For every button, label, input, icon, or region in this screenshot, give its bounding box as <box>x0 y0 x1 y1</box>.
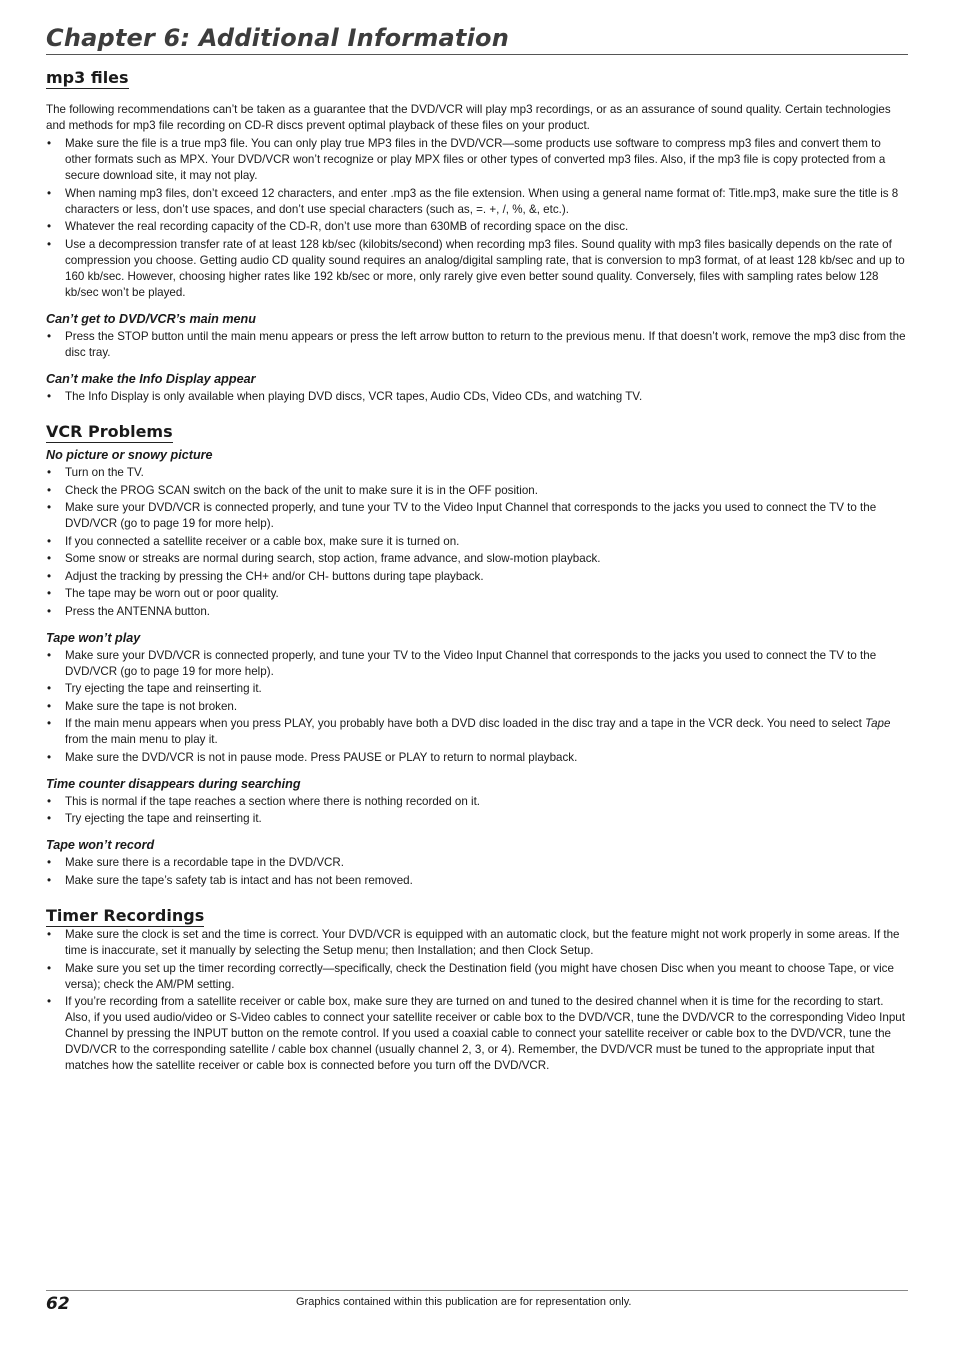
list-item: • Make sure your DVD/VCR is connected properly, and tune your TV to the Video Input Channel that corresponds to the jacks you used to connect the TV to the DVD/VCR (go to page 19 for more help). <box>46 648 908 680</box>
section-heading-mp3: mp3 files <box>46 68 129 87</box>
subheading-no-picture: No picture or snowy picture <box>46 448 213 462</box>
list-item: • When naming mp3 files, don’t exceed 12 characters, and enter .mp3 as the file extension. When using a general name format of: Title.mp3, make sure the title is 8 characters or less, don’t use spaces, and don’t use special characters (such as, =. +, /, %, &, etc.). <box>46 186 908 218</box>
section-heading-vcr: VCR Problems <box>46 422 173 441</box>
list-item: • Make sure you set up the timer recording correctly—specifically, check the Destination field (you might have chosen Disc when you meant to choose Tape, or vice versa); check the AM/PM setting. <box>46 961 908 993</box>
subheading-tape-wont-play: Tape won’t play <box>46 630 141 645</box>
list-item: • Try ejecting the tape and reinserting it. <box>46 811 908 827</box>
subheading-time-counter: Time counter disappears during searching <box>46 776 301 791</box>
list-item: • Some snow or streaks are normal during search, stop action, frame advance, and slow-motion playback. <box>46 551 908 567</box>
page-content <box>46 22 908 1076</box>
chapter-divider <box>46 54 908 55</box>
list-item: • The Info Display is only available when playing DVD discs, VCR tapes, Audio CDs, Video CDs, and watching TV. <box>46 389 908 405</box>
tape-menu-term: Tape <box>865 717 891 730</box>
list-item: • If you’re recording from a satellite receiver or cable box, make sure they are turned on and tuned to the desired channel when it is time for the recording to start. Also, if you used audio/video or S-Video cables to connect your satellite receiver or cable box to the DVD/VCR, tune the DVD/VCR to the corresponding Video Input Channel by pressing the INPUT button on the remote control. If you used a coaxial cable to connect your satellite receiver or cable box to the DVD/VCR, tune the DVD/VCR to the corresponding satellite / cable box channel (usually channel 2, 3, or 4). Remember, the DVD/VCR must be tuned to the appropriate input that matches how the satellite receiver or cable box is connected before you turn off the DVD/VCR. <box>46 994 908 1074</box>
list-item: • Make sure the tape is not broken. <box>46 699 908 715</box>
chapter-title: Chapter 6: Additional Information <box>46 24 509 52</box>
subheading-tape-wont-record: Tape won’t record <box>46 838 155 852</box>
mp3-list <box>46 136 908 301</box>
section-timer <box>46 906 908 1074</box>
subheading-info-display: Can’t make the Info Display appear <box>46 371 256 386</box>
list-item: • Make sure your DVD/VCR is connected properly, and tune your TV to the Video Input Channel that corresponds to the jacks you used to connect the TV to the DVD/VCR (go to page 19 for more help). <box>46 500 908 532</box>
mp3-intro: The following recommendations can’t be taken as a guarantee that the DVD/VCR will play mp3 recordings, or as an assurance of sound quality. Certain technologies and methods for mp3 file recording on CD-R discs prevent optimal playback of these files on your product. <box>46 103 891 132</box>
section-mp3 <box>46 68 908 405</box>
list-item: • This is normal if the tape reaches a section where there is nothing recorded on it. <box>46 794 908 810</box>
list-item: • Press the STOP button until the main menu appears or press the left arrow button to return to the previous menu. If that doesn’t work, remove the mp3 disc from the disc tray. <box>46 329 908 361</box>
list-item: • Turn on the TV. <box>46 465 908 481</box>
list-item: • If the main menu appears when you press PLAY, you probably have both a DVD disc loaded in the disc tray and a tape in the VCR deck. You need to select Tape from the main menu to play it. <box>46 716 908 748</box>
list-item: • Use a decompression transfer rate of at least 128 kb/sec (kilobits/second) when recording mp3 files. Sound quality with mp3 files basically depends on the rate of compression you choose. Getting audio CD quality sound requires an analog/digital sampling rate, that is conversion to mp3 format, of at least 128 kb/sec and up to 160 kb/sec. However, choosing higher rates like 192 kb/sec or more, only rarely give even better sound quality. Conversely, files with sampling rates below 128 kb/sec won’t be played. <box>46 237 908 301</box>
footer-note: Graphics contained within this publication are for representation only. <box>296 1296 632 1308</box>
list-item: • The tape may be worn out or poor quality. <box>46 586 908 602</box>
list-item: • Make sure the DVD/VCR is not in pause mode. Press PAUSE or PLAY to return to normal playback. <box>46 750 908 766</box>
list-item: • Make sure there is a recordable tape in the DVD/VCR. <box>46 855 908 871</box>
tape-wont-record-list <box>46 855 908 889</box>
page-number: 62 <box>46 1294 70 1314</box>
list-item: • If you connected a satellite receiver or a cable box, make sure it is turned on. <box>46 534 908 550</box>
list-item: • Make sure the tape’s safety tab is intact and has not been removed. <box>46 873 908 889</box>
info-display-list <box>46 389 908 405</box>
main-menu-list <box>46 329 908 361</box>
footer-divider <box>46 1290 908 1291</box>
list-item: • Adjust the tracking by pressing the CH+ and/or CH- buttons during tape playback. <box>46 569 908 585</box>
no-picture-list <box>46 465 908 620</box>
section-heading-timer: Timer Recordings <box>46 906 205 925</box>
timer-list <box>46 927 908 1074</box>
list-item: • Make sure the file is a true mp3 file. You can only play true MP3 files in the DVD/VCR—some products use software to compress mp3 files and convert them to other formats such as MPX. Your DVD/VCR won’t recognize or play MPX files or other types of converted mp3 files. Also, if the mp3 file is copy protected from a secure download site, it may not play. <box>46 136 908 184</box>
tape-wont-play-list <box>46 648 908 766</box>
list-item: • Try ejecting the tape and reinserting it. <box>46 681 908 697</box>
list-item: • Whatever the real recording capacity of the CD-R, don’t use more than 630MB of recording space on the disc. <box>46 219 908 235</box>
section-vcr <box>46 422 908 889</box>
list-item: • Press the ANTENNA button. <box>46 604 908 620</box>
list-item: • Check the PROG SCAN switch on the back of the unit to make sure it is in the OFF position. <box>46 483 908 499</box>
subheading-main-menu: Can’t get to DVD/VCR’s main menu <box>46 311 256 326</box>
time-counter-list <box>46 794 908 828</box>
list-item: • Make sure the clock is set and the time is correct. Your DVD/VCR is equipped with an automatic clock, but the feature might not work properly in some areas. If the time is inaccurate, set it manually by selecting the Setup menu; then Installation; and then Clock Setup. <box>46 927 908 959</box>
